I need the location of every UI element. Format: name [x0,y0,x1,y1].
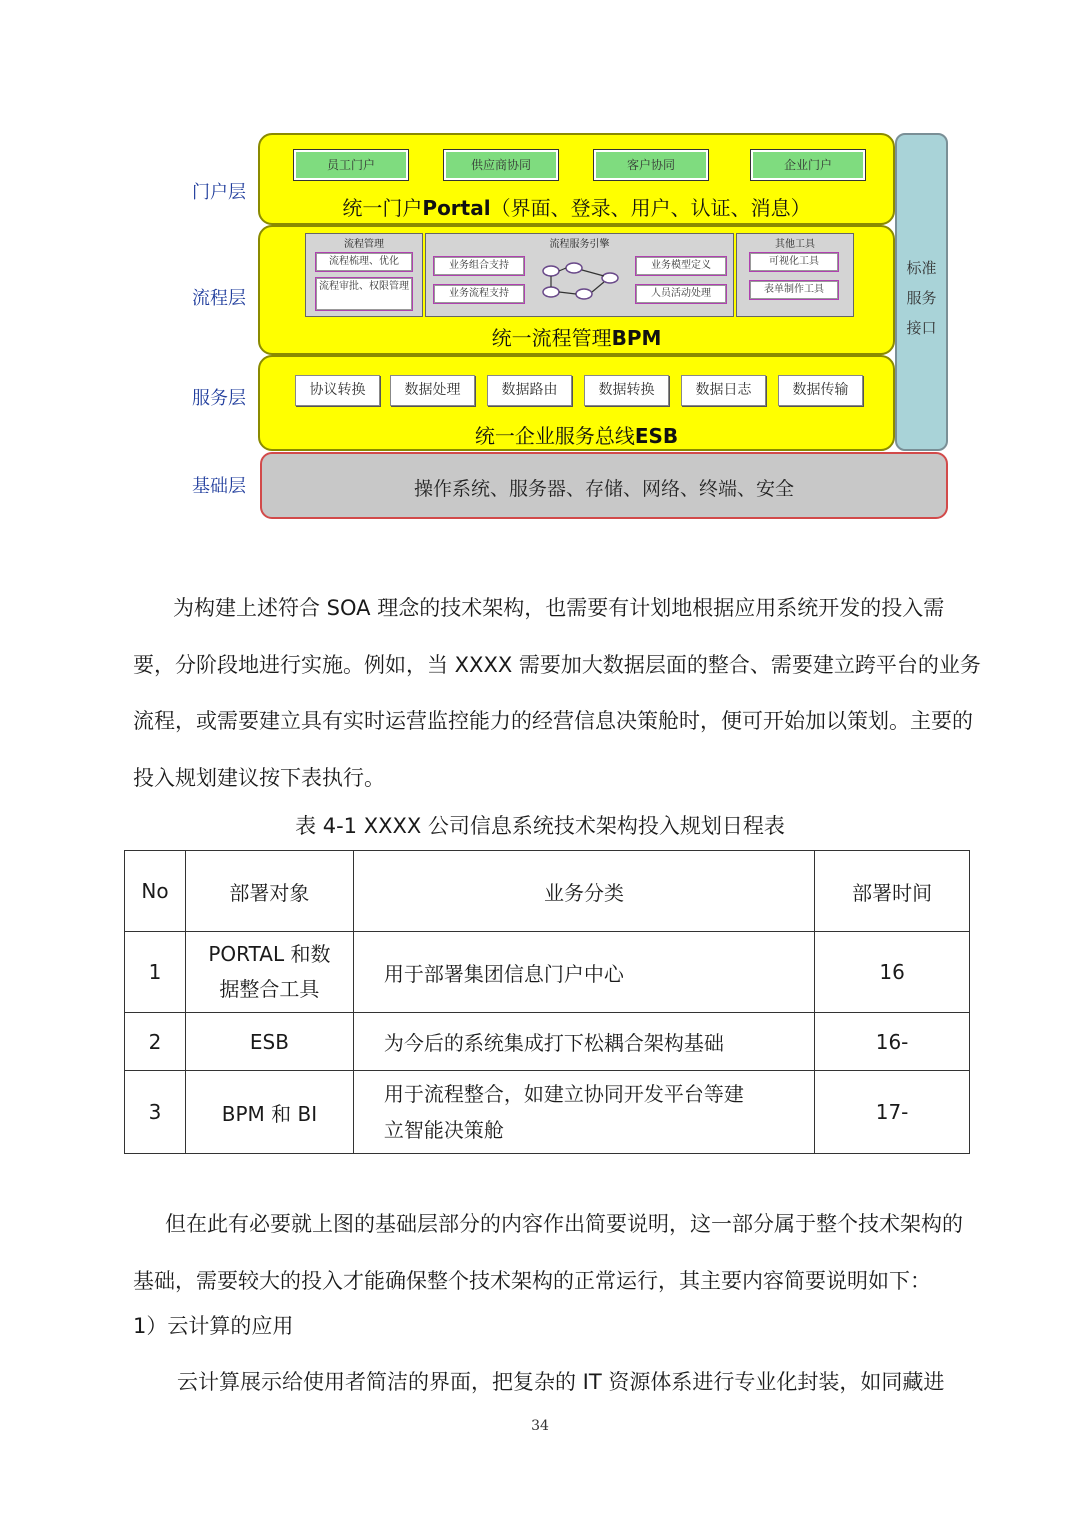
table-row [125,932,970,1013]
process-layer-title [260,322,893,351]
layer-label-service: 服务层 [192,388,246,409]
layer-label-base: 基础层 [192,476,246,497]
process-title-prefix: 统一流程管理 [491,326,612,350]
standard-interface-box [895,133,948,451]
portal-layer-title [260,192,893,221]
panel-title-engine: 流程服务引擎 [549,239,610,250]
portal-button-customer: 客户协同 [593,149,709,181]
cell-target: PORTAL 和数据整合工具 [185,932,353,1013]
panel-title-tools: 其他工具 [775,239,815,250]
panel-item-approval: 流程审批、权限管理 [316,278,412,310]
cell-category: 用于部署集团信息门户中心 [353,932,814,1013]
header-time: 部署时间 [815,851,970,932]
cell-no: 2 [125,1013,186,1071]
panel-item-combo: 业务组合支持 [434,257,524,275]
standard-interface-text [897,253,946,343]
process-panel-management [305,233,423,317]
table-row [125,1013,970,1071]
service-layer-title [260,420,893,449]
layer-label-process: 流程层 [192,288,246,309]
service-title-prefix: 统一企业服务总线 [474,424,635,448]
service-button-log: 数据日志 [681,375,766,406]
base-layer-box [260,452,948,519]
base-layer-text: 操作系统、服务器、存储、网络、终端、安全 [413,478,794,500]
header-category: 业务分类 [353,851,814,932]
workflow-graph-icon [536,256,626,306]
cell-target: ESB [185,1013,353,1071]
cell-no: 3 [125,1071,186,1154]
portal-button-enterprise: 企业门户 [750,149,866,181]
cell-time: 17- [815,1071,970,1154]
panel-item-process: 业务流程支持 [434,285,524,303]
plan-table [124,850,970,1154]
layer-label-portal: 门户层 [192,182,246,203]
table-caption: 表 4-1 XXXX 公司信息系统技术架构投入规划日程表 [295,814,785,838]
panel-item-form: 表单制作工具 [750,281,838,299]
cell-time: 16 [815,932,970,1013]
header-no: No [125,851,186,932]
process-title-bold: BPM [611,326,662,350]
paragraph-base-layer: 但在此有必要就上图的基础层部分的内容作出简要说明，这一部分属于整个技术架构的基础，需要较大的投入才能确保整个技术架构的正常运行，其主要内容简要说明如下： [133,1212,963,1293]
panel-item-model: 业务模型定义 [636,257,726,275]
cell-category: 用于流程整合，如建立协同开发平台等建立智能决策舱 [353,1071,814,1154]
portal-title-prefix: 统一门户 [342,196,423,220]
std-line-1: 标准 [906,259,937,277]
service-button-protocol: 协议转换 [295,375,380,406]
service-button-processing: 数据处理 [390,375,475,406]
panel-title-management: 流程管理 [344,239,384,250]
service-button-transform: 数据转换 [584,375,669,406]
paragraph-cloud: 云计算展示给使用者简洁的界面，把复杂的 IT 资源体系进行专业化封装，如同藏进 [177,1370,945,1394]
portal-title-bold: Portal [422,196,491,220]
cell-no: 1 [125,932,186,1013]
paragraph-intro: 为构建上述符合 SOA 理念的技术架构，也需要有计划地根据应用系统开发的投入需要，分阶段地进行实施。例如，当 XXXX 需要加大数据层面的整合、需要建立跨平台的业务流程，或需要建立具有实时运营监控能力的经营信息决策舱时，便可开始加以策划。主要的投入规划建议按下表执行。 [133,596,981,790]
table-row [125,1071,970,1154]
table-header-row [125,851,970,932]
portal-title-suffix: （界面、登录、用户、认证、消息） [490,196,811,220]
cell-category: 为今后的系统集成打下松耦合架构基础 [353,1013,814,1071]
section-heading-cloud: 1）云计算的应用 [133,1314,294,1338]
service-title-bold: ESB [634,424,679,448]
process-panel-tools [736,233,854,317]
header-target: 部署对象 [185,851,353,932]
cell-time: 16- [815,1013,970,1071]
page-number: 34 [531,1418,549,1434]
process-panel-engine [425,233,734,317]
panel-item-optimize: 流程梳理、优化 [316,253,412,271]
std-line-3: 接口 [906,319,937,337]
panel-item-activity: 人员活动处理 [636,285,726,303]
std-line-2: 服务 [906,289,937,307]
panel-item-visual: 可视化工具 [750,253,838,271]
service-button-routing: 数据路由 [487,375,572,406]
service-button-transmission: 数据传输 [778,375,863,406]
cell-target: BPM 和 BI [185,1071,353,1154]
portal-button-employee: 员工门户 [293,149,409,181]
portal-button-supplier: 供应商协同 [443,149,559,181]
